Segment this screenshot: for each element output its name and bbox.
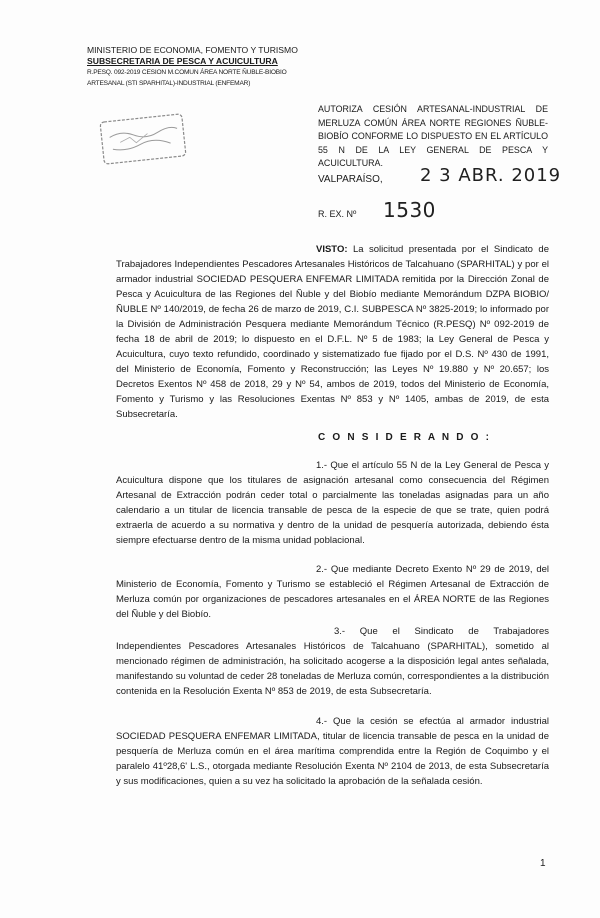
reference-line-1: R.PESQ. 092-2019 CESION M.COMUN ÁREA NORTE ÑUBLE-BIOBIO [87, 69, 287, 76]
visto-paragraph [116, 242, 549, 422]
subsecretaria-name: SUBSECRETARIA DE PESCA Y ACUICULTURA [87, 56, 278, 66]
rex-number: 1530 [383, 198, 436, 222]
considerando-heading: C O N S I D E R A N D O : [318, 432, 492, 443]
visto-lead: VISTO: [316, 244, 348, 255]
considerando-4-text: 4.- Que la cesión se efectúa al armador industrial SOCIEDAD PESQUERA ENFEMAR LIMITADA, titular de licencia transable de pesca en la unidad de pesquería de Merluza común en el área marítima comprendida entre la Región de Coquimbo y el paralelo 41º28,6' L.S., otorgada mediante Resolución Exenta Nº 2104 de 2013, de esta Subsecretaría y sus modificaciones, quien a su vez ha solicitado la aprobación de la señalada cesión. [116, 716, 549, 787]
letterhead [87, 45, 298, 89]
ministry-name: MINISTERIO DE ECONOMIA, FOMENTO Y TURISMO [87, 45, 298, 55]
page-number: 1 [540, 858, 546, 869]
considerando-1-text: 1.- Que el artículo 55 N de la Ley General de Pesca y Acuicultura dispone que los titulares de asignación artesanal como consecuencia del Régimen Artesanal de Extracción podrán ceder total o parcialmente las toneladas asignadas para un año calendario a un titular de licencia transable de pesca de la especie de que se trate, quien podrá extraerla de acuerdo a su normativa y dentro de la unidad de pesquería autorizada, debiendo ésta siempre efectuarse dentro de la misma unidad poblacional. [116, 460, 549, 546]
rex-label: R. EX. Nº [318, 209, 357, 219]
visto-body: La solicitud presentada por el Sindicato de Trabajadores Independientes Pescadores Artesanales Históricos de Talcahuano (SPARHITAL) y por el armador industrial SOCIEDAD PESQUERA ENFEMAR LIMITADA remitida por la Dirección Zonal de Pesca y Acuicultura de las Regiones del Ñuble y del Biobío mediante Memorándum DZPA BIOBIO/ÑUBLE Nº 140/2019, de fecha 26 de marzo de 2019, C.I. SUBPESCA Nº 3825-2019; lo informado por la División de Administración Pesquera mediante Memorándum Técnico (R.PESQ) Nº 092-2019 de fecha 18 de abril de 2019; lo dispuesto en el D.F.L. Nº 5 de 1983; la Ley General de Pesca y Acuicultura, cuyo texto refundido, coordinado y sistematizado fue fijado por el D.S. Nº 430 de 1991, del Ministerio de Economía, Fomento y Reconstrucción; las Leyes Nº 19.880 y Nº 20.657; los Decretos Exentos Nº 458 de 2018, 29 y Nº 54, ambos de 2019, todos del Ministerio de Economía, Fomento y Turismo y las Resoluciones Exentas Nº 853 y Nº 1405, ambas de 2019, de esta Subsecretaría. [116, 244, 549, 420]
reference-line-2: ARTESANAL (STI SPARHITAL)-INDUSTRIAL (ENFEMAR) [87, 80, 251, 87]
resolution-title: AUTORIZA CESIÓN ARTESANAL-INDUSTRIAL DE MERLUZA COMÚN ÁREA NORTE REGIONES ÑUBLE-BIOBÍO CONFORME LO DISPUESTO EN EL ARTÍCULO 55 N DE LA LEY GENERAL DE PESCA Y ACUICULTURA. [318, 104, 548, 169]
considerando-2 [116, 562, 549, 622]
date-stamp: 2 3 ABR. 2019 [420, 165, 562, 186]
juridica-stamp [98, 112, 188, 167]
considerando-2-text: 2.- Que mediante Decreto Exento Nº 29 de 2019, del Ministerio de Economía, Fomento y Turismo se estableció el Régimen Artesanal de Extracción de Merluza común por organizaciones de pescadores artesanales en el ÁREA NORTE de las Regiones del Ñuble y del Biobío. [116, 564, 549, 620]
considerando-3 [116, 624, 549, 699]
place-label: VALPARAÍSO, [318, 174, 383, 185]
considerando-4 [116, 714, 549, 789]
considerando-1 [116, 458, 549, 548]
considerando-3-text: 3.- Que el Sindicato de Trabajadores Independientes Pescadores Artesanales Históricos de Talcahuano (SPARHITAL), sometido al mencionado régimen de administración, ha solicitado acogerse a la disposición legal antes señalada, manifestando su voluntad de ceder 28 toneladas de Merluza común, correspondientes a la distribución contenida en la Resolución Exenta Nº 853 de 2019, de esta Subsecretaría. [116, 626, 549, 697]
